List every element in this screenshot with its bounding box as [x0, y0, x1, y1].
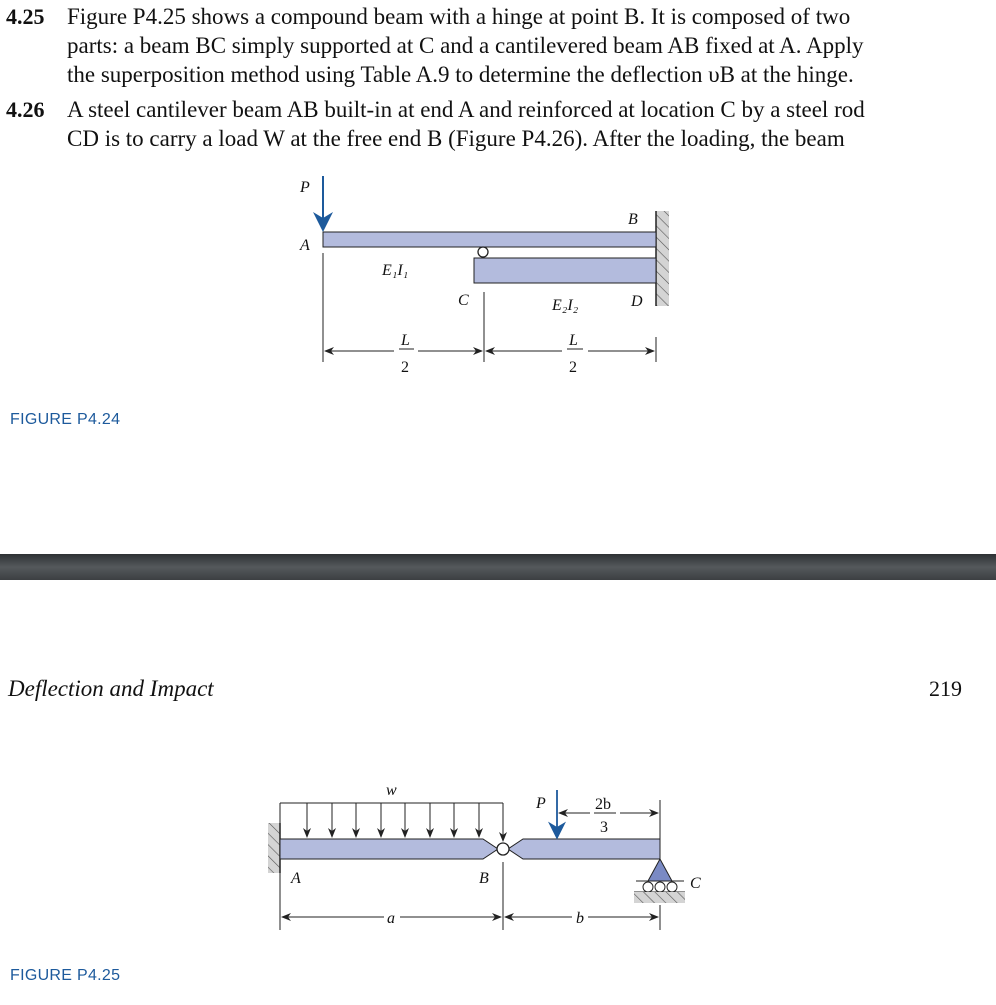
beam-ab — [280, 839, 498, 859]
label-b-point: B — [479, 870, 489, 887]
label-w: w — [386, 782, 397, 799]
label-2: 2 — [401, 359, 409, 376]
label-l: L — [401, 332, 410, 349]
label-c-point: C — [690, 875, 701, 892]
running-head-title: Deflection and Impact — [8, 676, 214, 701]
label-e2i2: E₂I₂ — [552, 297, 579, 314]
label-b: B — [628, 211, 638, 228]
label-b-length: b — [576, 910, 584, 927]
problem-text-line: CD is to carry a load W at the free end B (Figure P4.26). After the loading, the beam — [67, 126, 845, 151]
label-c: C — [458, 292, 469, 309]
beam-ab — [323, 232, 656, 247]
page-number: 219 — [929, 676, 962, 701]
page-separator-bar — [0, 554, 996, 580]
label-a: A — [300, 237, 310, 254]
problem-number: 4.26 — [6, 97, 45, 122]
figure-p4-25-diagram — [268, 782, 701, 930]
problem-text-line: the superposition method using Table A.9 to determine the deflection υB at the hinge. — [67, 62, 854, 87]
figure-caption: FIGURE P4.24 — [10, 411, 121, 428]
label-a-point: A — [291, 870, 301, 887]
label-p: P — [536, 795, 546, 812]
problem-text-line: Figure P4.25 shows a compound beam with a hinge at point B. It is composed of two — [67, 4, 851, 29]
distributed-load-arrows — [307, 803, 503, 841]
label-d: D — [631, 293, 643, 310]
problem-text-line: parts: a beam BC simply supported at C and a cantilevered beam AB fixed at A. Apply — [67, 33, 864, 58]
fixed-wall — [656, 211, 669, 306]
beam-bc — [508, 839, 660, 859]
figure-p4-24-diagram — [299, 176, 669, 376]
label-p: P — [300, 179, 310, 196]
label-2: 2 — [569, 359, 577, 376]
label-l: L — [569, 332, 578, 349]
pin-support-icon — [648, 859, 672, 881]
beam-cd — [474, 258, 656, 283]
problem-number: 4.25 — [6, 4, 45, 29]
hinge-icon — [497, 843, 509, 855]
label-e1i1: E₁I₁ — [382, 262, 409, 279]
figure-caption: FIGURE P4.25 — [10, 967, 121, 984]
label-2b: 2b — [595, 796, 611, 813]
label-a-length: a — [387, 910, 395, 927]
fixed-wall — [268, 823, 280, 873]
roller-icon — [478, 247, 488, 257]
label-3: 3 — [600, 819, 608, 836]
problem-text-line: A steel cantilever beam AB built-in at end A and reinforced at location C by a steel rod — [67, 97, 865, 122]
